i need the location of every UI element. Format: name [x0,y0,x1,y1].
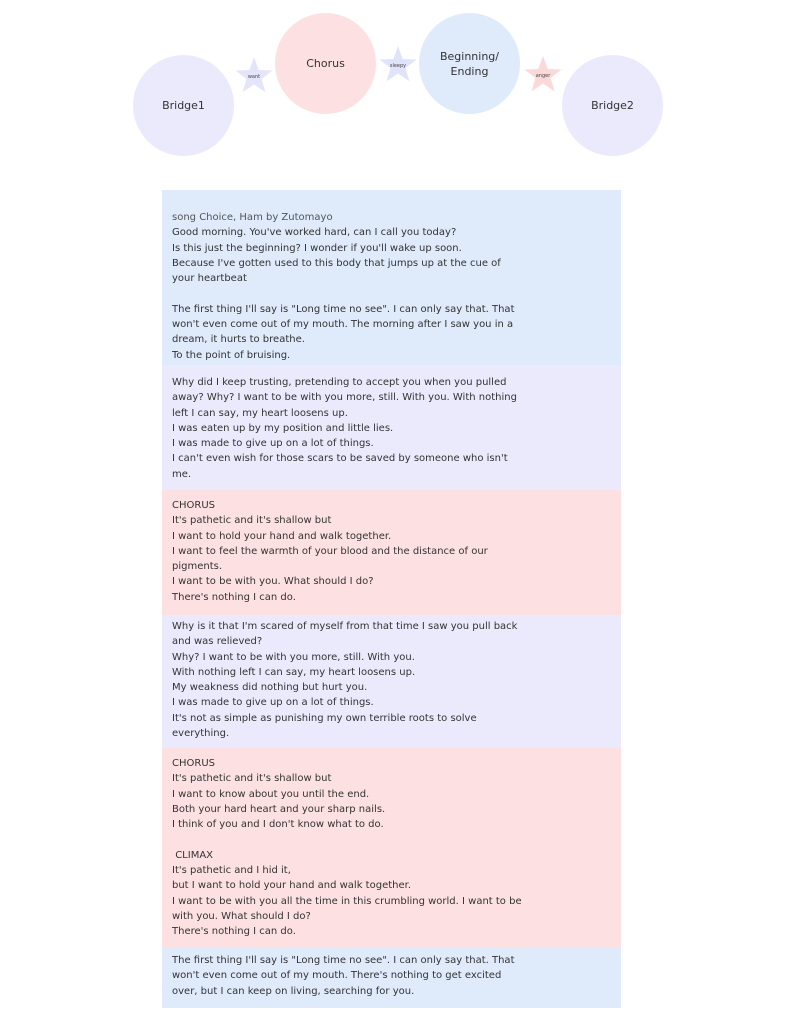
star-want [234,56,274,94]
lyric-line: To the point of bruising. [172,349,291,361]
lyrics-section-intro [162,190,621,365]
lyric-line [172,286,522,301]
node-label: Chorus [306,57,345,70]
lyric-line: The first thing I'll say is "Long time no see". I can only say that. That won't even come out of my mouth. There's nothing to get excited over, but I can keep on living, searching for you. [172,955,518,997]
node-label: Beginning/ Ending [439,49,499,78]
node-chorus [275,13,376,114]
star-label: want [247,73,261,80]
lyrics-section-chorus1 [162,490,621,615]
lyrics-section-chorus2-climax [162,748,621,948]
lyric-line: I think of you and I don't know what to do. [172,819,384,831]
lyric-line: Why? I want to be with you more, still. With you. [172,651,415,663]
lyric-line: I want to feel the warmth of your blood and the distance of our pigments. [172,545,491,573]
node-bridge2 [562,55,663,156]
lyric-line: I was made to give up on a lot of things. [172,438,374,450]
node-label: Bridge2 [591,99,634,112]
lyric-line: My weakness did nothing but hurt you. [172,682,368,694]
lyric-line: I was made to give up on a lot of things. [172,697,374,709]
star-sleepy [378,45,418,83]
lyric-line: There's nothing I can do. [172,591,296,603]
lyric-line: There's nothing I can do. [172,926,296,938]
section-heading: CHORUS [172,500,215,511]
lyric-line: It's not as simple as punishing my own terrible roots to solve everything. [172,712,480,740]
lyrics-section-bridge1 [162,365,621,490]
section-heading: CLIMAX [172,849,214,861]
lyric-line: I want to know about you until the end. [172,788,370,800]
lyric-line: I want to hold your hand and walk together. [172,530,392,542]
star-label: anger [535,72,551,79]
lyrics-section-bridge2 [162,615,621,748]
lyric-line: It's pathetic and I hid it, [172,865,291,877]
lyric-line: Is this just the beginning? I wonder if you'll wake up soon. [172,242,462,254]
lyric-line: Why is it that I'm scared of myself from that time I saw you pull back and was relieved? [172,621,521,648]
node-bridge1 [133,55,234,156]
star-anger [523,55,563,93]
lyric-line: I can't even wish for those scars to be saved by someone who isn't me. [172,453,511,480]
song-choice-line: song Choice, Ham by Zutomayo [172,212,333,223]
lyric-line: The first thing I'll say is "Long time no see". I can only say that. That won't even come out of my mouth. The morning after I saw you in a dream, it hurts to breathe. [172,303,518,346]
lyric-line: but I want to hold your hand and walk together. [172,880,411,892]
lyric-line: Both your hard heart and your sharp nails. [172,803,386,815]
node-label: Bridge1 [162,99,205,112]
lyric-line [172,832,522,847]
section-heading: CHORUS [172,758,215,769]
lyric-line: It's pathetic and it's shallow but [172,773,332,785]
lyric-line: With nothing left I can say, my heart loosens up. [172,666,416,678]
lyric-line: I want to be with you all the time in this crumbling world. I want to be with you. What should I do? [172,895,525,922]
lyric-line: Because I've gotten used to this body that jumps up at the cue of your heartbeat [172,257,504,285]
node-beginning-ending [419,13,520,114]
lyrics-document [162,190,621,1008]
lyric-line: I was eaten up by my position and little lies. [172,422,394,434]
lyric-line: Why did I keep trusting, pretending to accept you when you pulled away? Why? I want to be with you more, still. With you. With nothing left I can say, my heart loosens up. [172,377,521,419]
lyric-line: I want to be with you. What should I do? [172,576,374,588]
lyric-line: Good morning. You've worked hard, can I call you today? [172,227,457,239]
star-label: sleepy [389,62,407,69]
lyric-line: It's pathetic and it's shallow but [172,515,332,527]
lyrics-section-ending [162,948,621,1008]
